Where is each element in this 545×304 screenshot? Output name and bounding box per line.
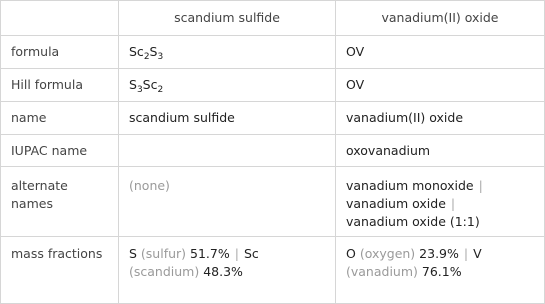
row-label-hill-formula: Hill formula: [1, 69, 119, 102]
iupac-name-vanadium-oxide: oxovanadium: [336, 135, 545, 167]
iupac-name-scandium-sulfide: [119, 135, 336, 167]
alternate-name: vanadium oxide: [346, 196, 446, 211]
name-vanadium-oxide: vanadium(II) oxide: [336, 102, 545, 135]
table-row-alternate-names: [1, 167, 545, 237]
alternate-names-scandium-sulfide: (none): [119, 167, 336, 237]
header-row: [1, 1, 545, 36]
row-label-mass-fractions: mass fractions: [1, 237, 119, 304]
alternate-name: vanadium monoxide: [346, 178, 474, 193]
separator: |: [463, 246, 469, 261]
separator: |: [450, 196, 456, 211]
separator: |: [478, 178, 483, 193]
header-empty-cell: [1, 1, 119, 36]
row-label-iupac-name: IUPAC name: [1, 135, 119, 167]
column-header-vanadium-oxide: vanadium(II) oxide: [336, 1, 545, 36]
table-row-formula: [1, 36, 545, 69]
table-row-mass-fractions: [1, 237, 545, 304]
hill-formula-vanadium-oxide: OV: [336, 69, 545, 102]
column-header-scandium-sulfide: scandium sulfide: [119, 1, 336, 36]
separator: |: [234, 246, 239, 261]
table-row-hill-formula: [1, 69, 545, 102]
row-label-name: name: [1, 102, 119, 135]
table-row-name: [1, 102, 545, 135]
row-label-alternate-names: alternate names: [1, 167, 119, 237]
formula-vanadium-oxide: OV: [336, 36, 545, 69]
table-row-iupac-name: [1, 135, 545, 167]
alternate-name: vanadium oxide (1:1): [346, 214, 480, 229]
row-label-formula: formula: [1, 36, 119, 69]
name-scandium-sulfide: scandium sulfide: [119, 102, 336, 135]
hill-formula-scandium-sulfide: $S_3Sc_2$: [119, 69, 336, 102]
mass-fractions-scandium-sulfide: S (sulfur) 51.7% | Sc (scandium) 48.3%: [119, 237, 336, 304]
mass-fractions-vanadium-oxide: O (oxygen) 23.9% | V (vanadium) 76.1%: [336, 237, 545, 304]
formula-scandium-sulfide: $Sc_2S_3$: [119, 36, 336, 69]
alternate-names-vanadium-oxide: [336, 167, 545, 237]
